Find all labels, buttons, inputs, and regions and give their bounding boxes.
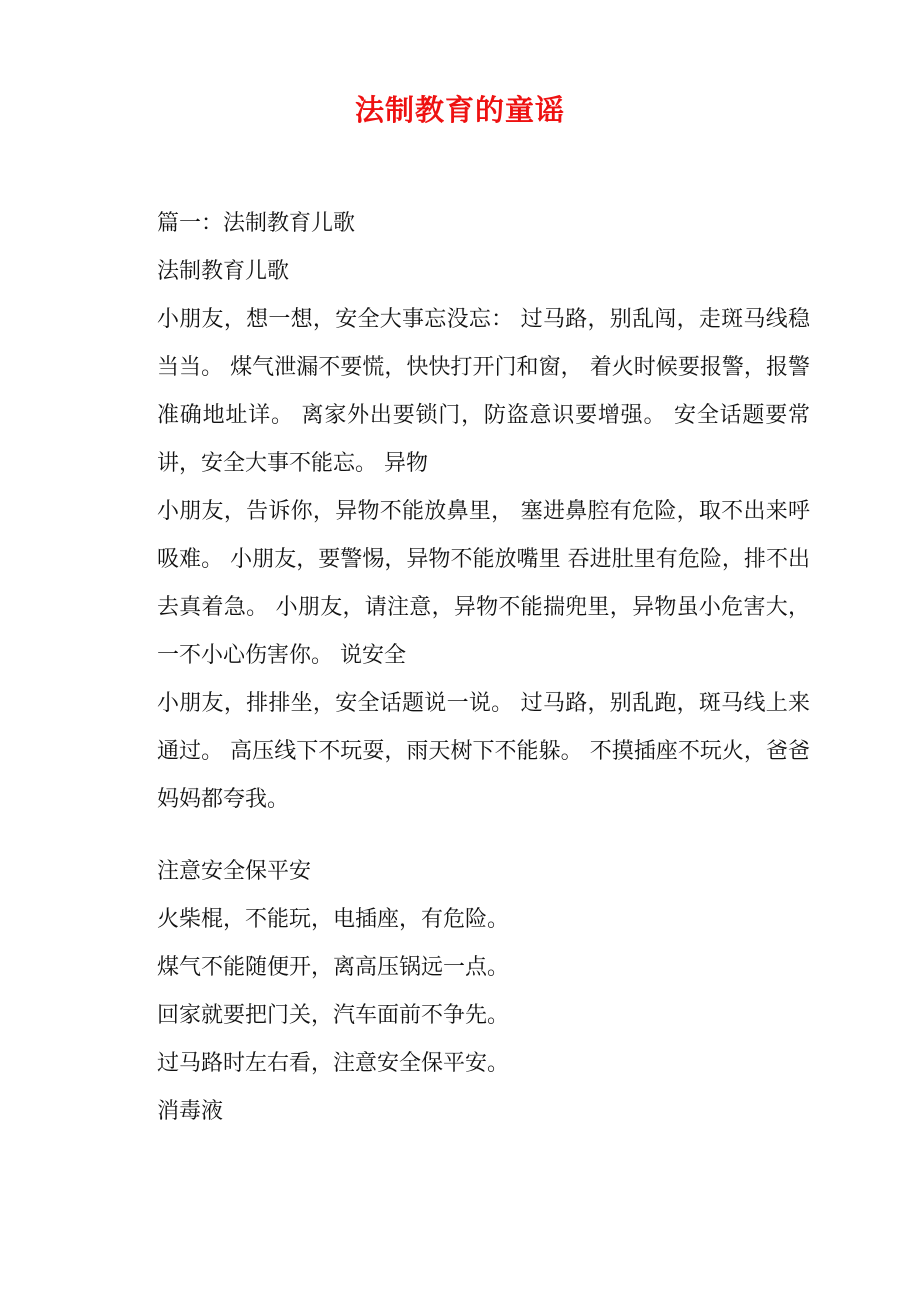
- section-heading: 篇一：法制教育儿歌: [157, 211, 356, 236]
- poem-line: 过马路时左右看，注意安全保平安。: [157, 1051, 510, 1076]
- body-paragraph: 小朋友，想一想，安全大事忘没忘： 过马路，别乱闯，走斑马线稳当当。 煤气泄漏不要慌，快快打开门和窗， 着火时候要报警，报警准确地址详。 离家外出要锁门，防盗意识要增强。 安全话题要常讲，安全大事不能忘。 异物: [157, 307, 810, 476]
- poem-line: 煤气不能随便开，离高压锅远一点。: [157, 955, 510, 980]
- poem-line: 火柴棍，不能玩，电插座，有危险。: [157, 907, 510, 932]
- poem-line: 回家就要把门关，汽车面前不争先。: [157, 1003, 510, 1028]
- poem-title: 消毒液: [157, 1099, 224, 1124]
- document-body: [157, 200, 810, 1136]
- paragraph-gap: [157, 824, 810, 848]
- document-title: 法制教育的童谣: [354, 93, 565, 127]
- poem-title: 注意安全保平安: [157, 859, 312, 884]
- poem-title: 法制教育儿歌: [157, 259, 290, 284]
- body-paragraph: 小朋友，排排坐，安全话题说一说。 过马路，别乱跑，斑马线上来通过。 高压线下不玩耍，雨天树下不能躲。 不摸插座不玩火，爸爸妈妈都夸我。: [157, 691, 810, 812]
- body-paragraph: 小朋友，告诉你，异物不能放鼻里， 塞进鼻腔有危险，取不出来呼吸难。 小朋友，要警惕，异物不能放嘴里 吞进肚里有危险，排不出去真着急。 小朋友，请注意，异物不能揣兜里，异物虽小危害大，一不小心伤害你。 说安全: [157, 499, 810, 668]
